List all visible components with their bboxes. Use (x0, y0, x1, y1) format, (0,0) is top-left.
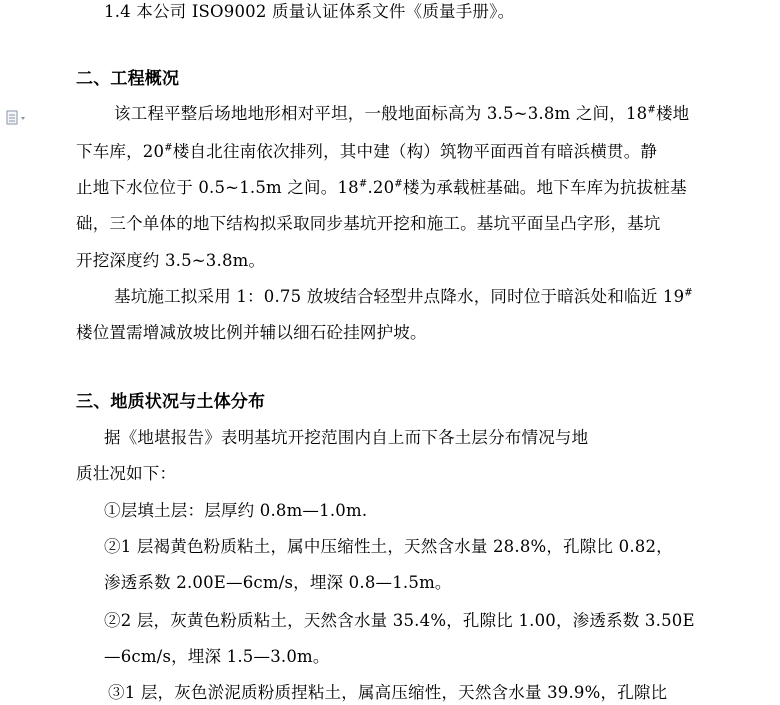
paragraph-line: 础，三个单体的地下结构拟采取同步基坑开挖和施工。基坑平面呈凸字形，基坑 (76, 214, 661, 233)
standard-reference: 1.4 本公司 ISO9002 质量认证体系文件《质量手册》。 (104, 2, 515, 21)
list-item: ②2 层，灰黄色粉质粘土，天然含水量 35.4%，孔隙比 1.00，渗透系数 3.50E (104, 611, 695, 630)
list-item-continuation: 渗透系数 2.00E—6cm/s，埋深 0.8—1.5m。 (104, 573, 452, 592)
list-item: ②1 层褐黄色粉质粘土，属中压缩性土，天然含水量 28.8%，孔隙比 0.82， (104, 537, 673, 556)
paragraph-line: 开挖深度约 3.5~3.8m。 (76, 251, 266, 270)
list-item: ①层填土层：层厚约 0.8m—1.0m. (104, 501, 368, 520)
list-item: ③1 层，灰色淤泥质粉质捏粘土，属高压缩性，天然含水量 39.9%，孔隙比 (108, 683, 668, 702)
section-heading-geology: 三、地质状况与土体分布 (76, 392, 266, 412)
paragraph-line: 下车库，20#楼自北往南依次排列，其中建（构）筑物平面西首有暗浜横贯。静 (76, 142, 658, 161)
section-heading-project-overview: 二、工程概况 (76, 69, 180, 89)
list-item-continuation: —6cm/s，埋深 1.5—3.0m。 (104, 647, 330, 666)
paragraph-line: 基坑施工拟采用 1：0.75 放坡结合轻型井点降水，同时位于暗浜处和临近 19# (114, 287, 693, 306)
paragraph-line: 楼位置需增减放坡比例并辅以细石砼挂网护坡。 (76, 323, 427, 342)
document-icon[interactable] (6, 110, 30, 126)
paragraph-line: 该工程平整后场地地形相对平坦，一般地面标高为 3.5~3.8m 之间，18#楼地 (114, 104, 690, 123)
paragraph-line: 止地下水位位于 0.5~1.5m 之间。18#.20#楼为承载桩基础。地下车库为抗拔桩基 (76, 178, 687, 197)
paragraph-line: 质壮况如下： (76, 464, 177, 483)
paragraph-line: 据《地堪报告》表明基坑开挖范围内自上而下各土层分布情况与地 (104, 428, 589, 447)
